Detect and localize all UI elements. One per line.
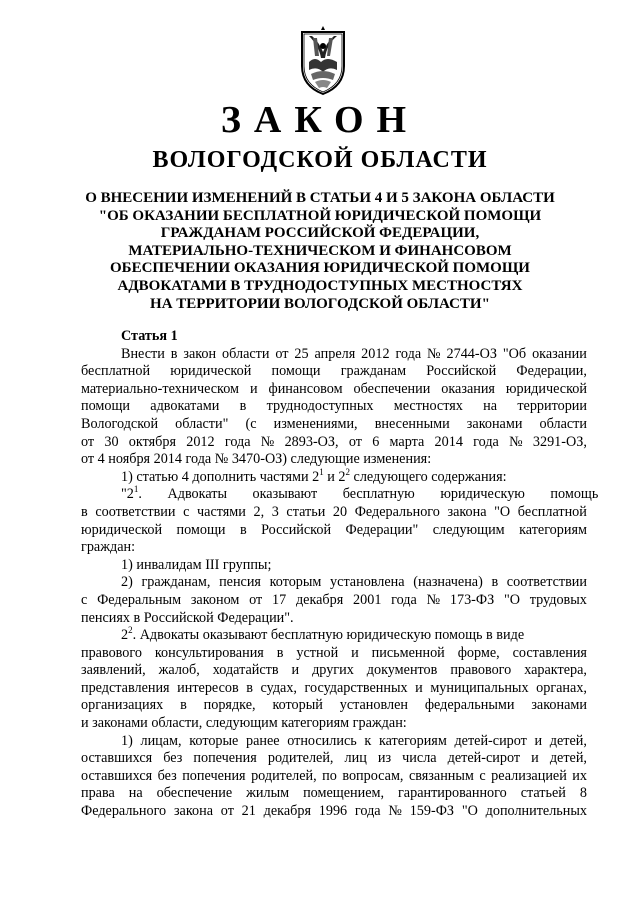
paragraph-line: от 30 октября 2012 года № 2893-ОЗ, от 6 марта 2014 года № 3291-ОЗ, [81,433,587,450]
paragraph-line: оставшихся без попечения родителей, лиц из числа детей-сирот и детей, [81,750,587,767]
subject-line: НА ТЕРРИТОРИИ ВОЛОГОДСКОЙ ОБЛАСТИ" [150,295,490,312]
quoted-paragraph-first-line [81,484,599,504]
paragraph-line: 1) лицам, которые ранее относились к категориям детей-сирот и детей, [121,732,587,749]
paragraph-line: и законами области, следующим категориям граждан: [81,715,407,732]
article-body [81,328,599,821]
article-heading: Статья 1 [121,328,178,344]
paragraph-line: помощи адвокатами в труднодоступных местностях на территории [81,398,587,415]
subject-line: АДВОКАТАМИ В ТРУДНОДОСТУПНЫХ МЕСТНОСТЯХ [117,277,523,294]
paragraph-line: от 4 ноября 2014 года № 3470-ОЗ) следующие изменения: [81,451,432,468]
paragraph-line: в соответствии с частями 2, 3 статьи 20 Федерального закона "О бесплатной [81,503,587,520]
item-text: 1) статью 4 дополнить частями $2^1$ и $2^2$ следующего содержания: [121,466,507,485]
subject-line: О ВНЕСЕНИИ ИЗМЕНЕНИЙ В СТАТЬИ 4 И 5 ЗАКОНА ОБЛАСТИ [85,190,555,206]
subject-line: МАТЕРИАЛЬНО-ТЕХНИЧЕСКОМ И ФИНАНСОВОМ [128,242,512,259]
coat-of-arms-emblem [299,26,347,96]
sub-item-line: 1) инвалидам III группы; [121,556,272,573]
subject-line: ГРАЖДАНАМ РОССИЙСКОЙ ФЕДЕРАЦИИ, [160,225,480,242]
sub-item-line: пенсиях в Российской Федерации". [81,609,294,626]
part-text: . Адвокаты оказывают бесплатную юридическую помощь в виде [132,627,525,644]
paragraph-line: представления интересов в судах, государственных и муниципальных органах, [81,679,587,696]
sub-item-line: 2) гражданам, пенсия которым установлена (назначена) в соответствии [121,574,587,591]
amendment-item-line [81,466,587,487]
paragraph-line: права на обеспечение жилым помещением, гарантированного статьей 8 [81,785,587,802]
paragraph-line: Вологодской области" (с изменениями, внесенными законами области [81,415,587,432]
part-number: $2^2$ [121,625,133,644]
region-title: ВОЛОГОДСКОЙ ОБЛАСТИ [152,147,488,173]
law-title: ЗАКОН [220,99,420,141]
paragraph-line: Внести в закон области от 25 апреля 2012 года № 2744-ОЗ "Об оказании [121,345,587,362]
paragraph-line: правового консультирования в устной и письменной форме, составления [81,644,587,661]
paragraph-line: заявлений, жалоб, ходатайств и других документов правового характера, [81,662,587,679]
paragraph-line: бесплатной юридической помощи гражданам Российской Федерации, [81,363,587,380]
paragraph-line: Федерального закона от 21 декабря 1996 года № 159-ФЗ "О дополнительных [81,803,587,820]
paragraph-line: юридической помощи в Российской Федерации" следующим категориям [81,521,587,538]
part-number: "$2^1$ [121,484,139,503]
law-subject-heading [60,190,580,313]
part-first-line [81,627,587,645]
paragraph-line: оставшихся без попечения родителей, по вопросам, связанным с реализацией их [81,767,587,784]
subject-line: ОБЕСПЕЧЕНИИ ОКАЗАНИЯ ЮРИДИЧЕСКОЙ ПОМОЩИ [110,260,530,277]
paragraph-line: граждан: [81,539,136,556]
sub-item-line: с Федеральным законом от 17 декабря 2001 года № 173-ФЗ "О трудовых [81,591,587,608]
paragraph-line: организациях в порядке, который установлен федеральными законами [81,697,587,714]
subject-line: "ОБ ОКАЗАНИИ БЕСПЛАТНОЙ ЮРИДИЧЕСКОЙ ПОМОЩИ [98,207,542,224]
paragraph-line: материально-техническом и финансовом обеспечении оказания юридической [81,380,587,397]
part-text: . Адвокаты оказывают бесплатную юридическую помощь [138,486,599,503]
